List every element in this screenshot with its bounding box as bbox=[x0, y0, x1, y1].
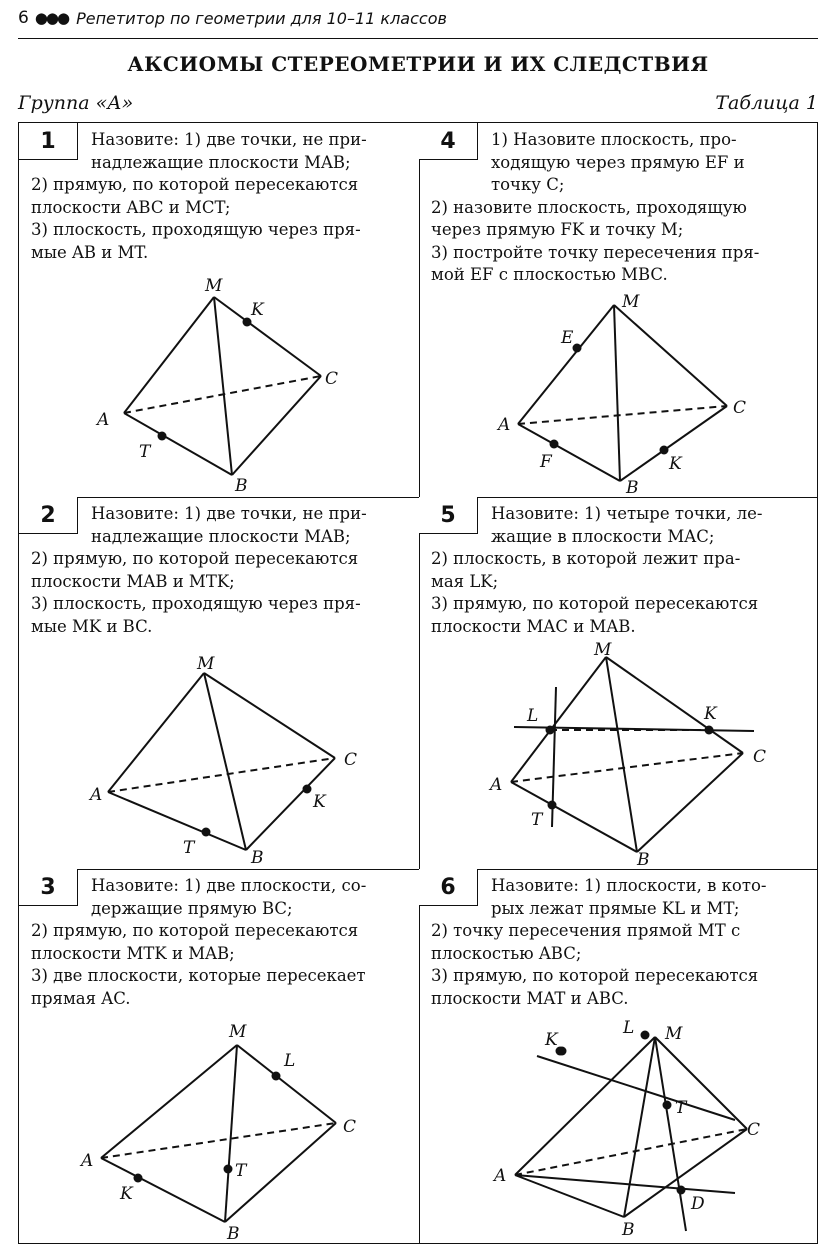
page-title: АКСИОМЫ СТЕРЕОМЕТРИИ И ИХ СЛЕДСТВИЯ bbox=[127, 52, 709, 76]
tetrahedron-figure bbox=[419, 123, 819, 497]
text-line: 2) плоскость, в которой лежит пра- bbox=[431, 549, 741, 568]
point-label: K bbox=[251, 300, 264, 320]
point-label: K bbox=[669, 454, 682, 474]
exercise-cell-1 bbox=[19, 123, 419, 497]
text-line: 2) прямую, по которой пересекаются bbox=[31, 549, 359, 568]
text-line: 3) плоскость, проходящую через пря- bbox=[31, 220, 361, 239]
exercise-number: 3 bbox=[19, 869, 78, 906]
vertex-label: M bbox=[622, 292, 640, 312]
text-line: ходящую через прямую EF и bbox=[491, 152, 745, 172]
vertex-label: C bbox=[733, 398, 747, 418]
vertex-label: C bbox=[747, 1120, 761, 1140]
text-line: 2) точку пересечения прямой MT с bbox=[431, 921, 741, 940]
exercise-table bbox=[18, 122, 818, 1244]
table-label: Таблица 1 bbox=[715, 92, 818, 114]
exercise-cell-3 bbox=[19, 869, 419, 1243]
text-line: надлежащие плоскости MAB; bbox=[91, 152, 351, 172]
text-line: 3) плоскость, проходящую через пря- bbox=[31, 594, 361, 613]
vertex-label: A bbox=[494, 1166, 507, 1186]
text-line: Назовите: 1) четыре точки, ле- bbox=[491, 504, 763, 523]
point-label: K bbox=[545, 1030, 558, 1050]
exercise-cell-4 bbox=[419, 123, 819, 497]
point-label: T bbox=[675, 1098, 687, 1118]
text-line: 2) прямую, по которой пересекаются bbox=[31, 921, 359, 940]
point-label: L bbox=[284, 1051, 296, 1071]
point-label: K bbox=[120, 1184, 133, 1204]
text-line: держащие прямую BC; bbox=[91, 898, 293, 918]
vertex-label: M bbox=[594, 640, 612, 660]
text-line: мые MK и BC. bbox=[31, 616, 153, 636]
text-line: 3) постройте точку пересечения пря- bbox=[431, 242, 760, 262]
text-line: 1) Назовите плоскость, про- bbox=[491, 130, 737, 149]
text-line: плоскости MAB и MTK; bbox=[31, 571, 235, 591]
tetrahedron-figure bbox=[19, 869, 419, 1243]
text-line: рых лежат прямые KL и MT; bbox=[491, 898, 740, 918]
vertex-label: M bbox=[229, 1022, 247, 1042]
point-label: T bbox=[531, 810, 543, 830]
exercise-cell-2 bbox=[19, 497, 419, 869]
text-line: мая LK; bbox=[431, 571, 499, 591]
header-rule bbox=[18, 38, 818, 39]
vertex-label: A bbox=[90, 785, 103, 805]
point-label: D bbox=[691, 1194, 705, 1214]
point-label: K bbox=[704, 704, 717, 724]
vertex-label: M bbox=[205, 276, 223, 296]
text-line: прямая AC. bbox=[31, 988, 131, 1008]
tetrahedron-figure bbox=[419, 497, 819, 869]
vertex-label: B bbox=[626, 478, 639, 498]
point-label: K bbox=[313, 792, 326, 812]
text-line: через прямую FK и точку M; bbox=[431, 220, 684, 239]
tetrahedron-figure bbox=[19, 123, 419, 497]
running-head bbox=[18, 8, 447, 28]
vertex-label: B bbox=[227, 1224, 240, 1244]
vertex-label: M bbox=[665, 1024, 683, 1044]
text-line: жащие в плоскости MAC; bbox=[491, 526, 715, 546]
tetrahedron-figure bbox=[419, 869, 819, 1243]
text-line: Назовите: 1) две точки, не при- bbox=[91, 130, 367, 149]
vertex-label: A bbox=[498, 415, 511, 435]
text-line: точку C; bbox=[491, 175, 565, 194]
text-line: плоскости ABC и MCT; bbox=[31, 197, 231, 217]
vertex-label: C bbox=[344, 750, 358, 770]
exercise-number: 6 bbox=[419, 869, 478, 906]
point-label: F bbox=[540, 452, 552, 472]
vertex-label: A bbox=[81, 1151, 94, 1171]
vertex-label: B bbox=[235, 476, 248, 496]
vertex-label: A bbox=[490, 775, 503, 795]
exercise-number: 4 bbox=[419, 123, 478, 160]
exercise-cell-6 bbox=[419, 869, 819, 1243]
page-number: 6 bbox=[18, 8, 29, 28]
text-line: мые AB и MT. bbox=[31, 242, 149, 262]
group-label: Группа «А» bbox=[18, 92, 134, 114]
text-line: Назовите: 1) плоскости, в кото- bbox=[491, 876, 767, 895]
point-label: L bbox=[623, 1018, 635, 1038]
vertex-label: A bbox=[97, 410, 110, 430]
point-label: L bbox=[527, 706, 539, 726]
text-line: Назовите: 1) две точки, не при- bbox=[91, 504, 367, 523]
text-line: плоскостью ABC; bbox=[431, 943, 582, 963]
vertex-label: C bbox=[343, 1117, 357, 1137]
text-line: 2) назовите плоскость, проходящую bbox=[431, 197, 747, 217]
text-line: Назовите: 1) две плоскости, со- bbox=[91, 876, 367, 895]
point-label: T bbox=[235, 1161, 247, 1181]
tetrahedron-figure bbox=[19, 497, 419, 869]
text-line: плоскости MAC и MAB. bbox=[431, 616, 636, 636]
text-line: мой EF с плоскостью MBC. bbox=[431, 265, 668, 284]
point-label: T bbox=[139, 442, 151, 462]
exercise-number: 2 bbox=[19, 497, 78, 534]
vertex-label: B bbox=[622, 1220, 635, 1240]
text-line: 3) прямую, по которой пересекаются bbox=[431, 594, 759, 613]
exercise-number: 1 bbox=[19, 123, 78, 160]
text-line: 3) прямую, по которой пересекаются bbox=[431, 966, 759, 985]
running-title: Репетитор по геометрии для 10–11 классов bbox=[76, 8, 447, 28]
exercise-number: 5 bbox=[419, 497, 478, 534]
text-line: плоскости MTK и MAB; bbox=[31, 943, 235, 963]
vertex-label: M bbox=[197, 654, 215, 674]
vertex-label: B bbox=[637, 850, 650, 870]
point-label: T bbox=[183, 838, 195, 858]
text-line: 2) прямую, по которой пересекаются bbox=[31, 175, 359, 194]
exercise-cell-5 bbox=[419, 497, 819, 869]
point-label: E bbox=[561, 328, 574, 348]
vertex-label: B bbox=[251, 848, 264, 868]
vertex-label: C bbox=[325, 369, 339, 389]
text-line: плоскости MAT и ABC. bbox=[431, 988, 629, 1008]
text-line: 3) две плоскости, которые пересекает bbox=[31, 966, 366, 985]
vertex-label: C bbox=[753, 747, 767, 767]
ornament-icon: ●●● bbox=[34, 9, 69, 27]
text-line: надлежащие плоскости MAB; bbox=[91, 526, 351, 546]
